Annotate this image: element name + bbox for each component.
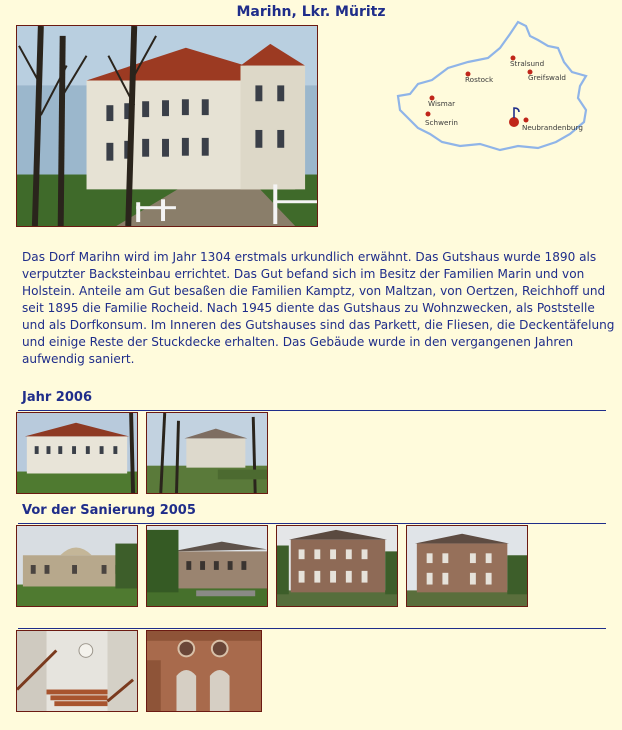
city-label-rostock: Rostock	[465, 75, 494, 84]
thumbnail-2006-2[interactable]	[146, 412, 268, 494]
thumbnail-2005-3[interactable]	[276, 525, 398, 607]
city-label-wismar: Wismar	[428, 99, 456, 108]
intro-text: Das Dorf Marihn wird im Jahr 1304 erstmals urkundlich erwähnt. Das Gutshaus wurde 1890 als verputzter Backsteinbau errichtet. Das Gut befand sich im Besitz der Familien Marin und von Holstein. Anteile am Gut besaßen die Familien Kamptz, von Maltzan, von Oertzen, Reichhoff und seit 1895 die Familie Rocheid. Nach 1945 diente das Gutshaus zu Wohnzwecken, als Poststelle und als Dorfkonsum. Im Inneren des Gutshauses sind das Parkett, die Fliesen, die Deckentäfelung und einige Reste der Stuckdecke erhalten. Das Gebäude wurde in den vergangenen Jahren aufwendig saniert.	[22, 250, 615, 366]
section-title-jahr-2006: Jahr 2006	[22, 390, 92, 405]
thumbnail-2005-1[interactable]	[16, 525, 138, 607]
location-marker-icon	[514, 108, 519, 118]
city-label-schwerin: Schwerin	[425, 118, 458, 127]
thumbnail-2005-4[interactable]	[406, 525, 528, 607]
thumbnail-2005-6[interactable]	[146, 630, 262, 712]
thumbnail-2006-1[interactable]	[16, 412, 138, 494]
city-label-greifswald: Greifswald	[528, 73, 566, 82]
thumbnail-2005-2[interactable]	[146, 525, 268, 607]
page-title: Marihn, Lkr. Müritz	[236, 4, 386, 20]
section-title-vor-der-sanierung-2005: Vor der Sanierung 2005	[22, 503, 196, 518]
main-photo-manor-house[interactable]	[16, 25, 318, 227]
section-divider	[18, 523, 606, 524]
region-map[interactable]	[388, 18, 608, 158]
thumbnail-2005-5[interactable]	[16, 630, 138, 712]
city-label-neubrandenburg: Neubrandenburg	[522, 123, 583, 132]
city-label-stralsund: Stralsund	[510, 59, 545, 68]
section-divider	[18, 410, 606, 411]
section-divider	[18, 628, 606, 629]
